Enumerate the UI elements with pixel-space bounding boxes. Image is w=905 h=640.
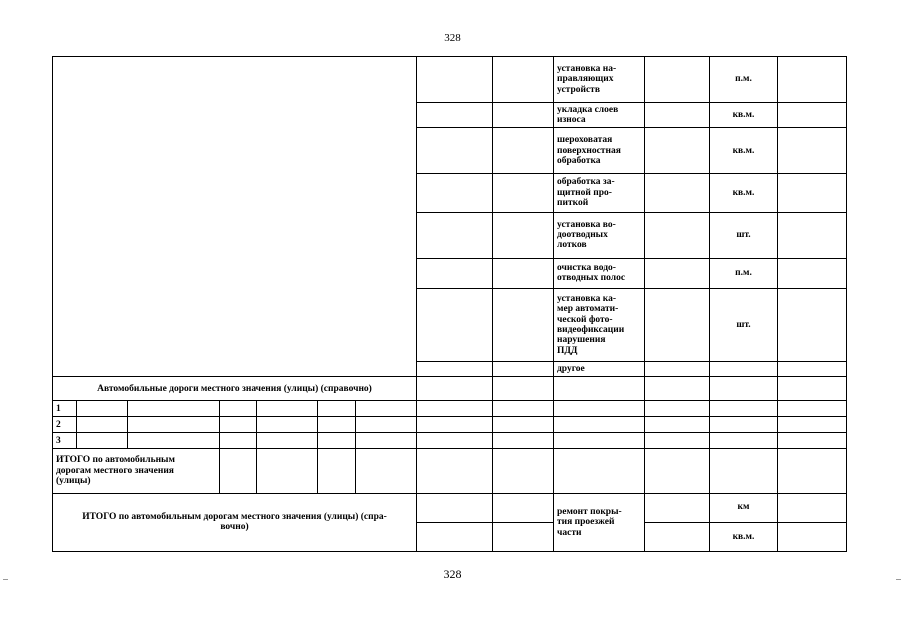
total-unit-km: км	[710, 493, 778, 522]
table-cell	[417, 258, 493, 288]
table-cell	[493, 212, 554, 258]
report-table	[52, 56, 847, 552]
work-item-text: шероховатая поверхностная обработка	[554, 128, 645, 174]
table-cell	[417, 493, 493, 522]
margin-mark	[3, 579, 8, 580]
table-cell	[645, 377, 710, 401]
table-cell	[128, 417, 220, 433]
table-cell	[778, 401, 847, 417]
work-item-unit: кв.м.	[710, 128, 778, 174]
table-cell	[128, 401, 220, 417]
table-cell	[493, 417, 554, 433]
table-cell	[77, 433, 128, 449]
table-cell	[318, 401, 356, 417]
work-item-unit: п.м.	[710, 258, 778, 288]
table-cell	[645, 433, 710, 449]
table-cell	[778, 417, 847, 433]
table-cell	[645, 362, 710, 377]
table-cell	[778, 362, 847, 377]
table-cell	[493, 128, 554, 174]
table-cell	[710, 433, 778, 449]
table-row	[53, 433, 847, 449]
table-cell	[778, 288, 847, 361]
table-cell	[778, 522, 847, 551]
table-cell	[318, 417, 356, 433]
table-cell	[417, 57, 493, 103]
table-cell	[257, 401, 318, 417]
table-cell	[417, 103, 493, 128]
table-cell	[493, 401, 554, 417]
table-cell	[493, 57, 554, 103]
table-cell	[554, 449, 645, 493]
work-item-unit: п.м.	[710, 57, 778, 103]
table-cell	[778, 433, 847, 449]
table-cell	[493, 449, 554, 493]
row-number: 3	[53, 433, 77, 449]
table-cell	[220, 401, 257, 417]
table-cell	[220, 433, 257, 449]
table-cell	[493, 522, 554, 551]
table-cell	[493, 377, 554, 401]
table-cell	[645, 417, 710, 433]
table-cell	[417, 522, 493, 551]
table-cell	[493, 362, 554, 377]
table-cell	[554, 401, 645, 417]
work-item-row	[53, 57, 847, 103]
table-cell	[77, 417, 128, 433]
total-label: ИТОГО по автомобильным дорогам местного значения (улицы) (спра- вочно)	[53, 493, 417, 551]
table-cell	[645, 493, 710, 522]
row-number: 2	[53, 417, 77, 433]
table-cell	[220, 417, 257, 433]
table-cell	[710, 401, 778, 417]
table-cell	[778, 103, 847, 128]
table-cell	[778, 493, 847, 522]
table-cell	[778, 377, 847, 401]
table-cell	[645, 288, 710, 361]
table-cell	[778, 128, 847, 174]
total-unit-sqm: кв.м.	[710, 522, 778, 551]
work-item-unit: шт.	[710, 288, 778, 361]
table-cell	[417, 212, 493, 258]
table-cell	[710, 377, 778, 401]
empty-block	[53, 57, 417, 377]
table-cell	[710, 449, 778, 493]
table-row	[53, 401, 847, 417]
total-row	[53, 493, 847, 522]
total-work-item: ремонт покры- тия проезжей части	[554, 493, 645, 551]
page-number-bottom: 328	[443, 567, 462, 581]
work-item-text: очистка водо- отводных полос	[554, 258, 645, 288]
section-header-row	[53, 377, 847, 401]
work-item-unit: шт.	[710, 212, 778, 258]
table-cell	[257, 433, 318, 449]
table-cell	[778, 174, 847, 212]
table-cell	[257, 449, 318, 493]
table-cell	[417, 433, 493, 449]
table-cell	[554, 433, 645, 449]
table-cell	[356, 417, 417, 433]
work-item-text: установка во- доотводных лотков	[554, 212, 645, 258]
subtotal-label: ИТОГО по автомобильным дорогам местного значения (улицы)	[53, 449, 220, 493]
table-cell	[645, 57, 710, 103]
row-number: 1	[53, 401, 77, 417]
subtotal-row	[53, 449, 847, 493]
table-cell	[493, 258, 554, 288]
table-cell	[356, 433, 417, 449]
work-item-text: обработка за- щитной про- питкой	[554, 174, 645, 212]
table-row	[53, 417, 847, 433]
work-item-text: другое	[554, 362, 645, 377]
table-cell	[645, 128, 710, 174]
work-item-text: укладка слоев износа	[554, 103, 645, 128]
table-cell	[356, 401, 417, 417]
table-cell	[417, 128, 493, 174]
table-cell	[257, 417, 318, 433]
table-cell	[493, 493, 554, 522]
section-title: Автомобильные дороги местного значения (улицы) (справочно)	[53, 377, 417, 401]
table-cell	[710, 417, 778, 433]
table-cell	[554, 417, 645, 433]
table-cell	[493, 103, 554, 128]
work-item-text: установка на- правляющих устройств	[554, 57, 645, 103]
table-cell	[645, 174, 710, 212]
table-cell	[318, 433, 356, 449]
table-cell	[220, 449, 257, 493]
table-cell	[645, 103, 710, 128]
table-cell	[778, 258, 847, 288]
table-cell	[778, 212, 847, 258]
page-number-top: 328	[444, 32, 461, 44]
table-cell	[417, 401, 493, 417]
table-cell	[77, 401, 128, 417]
table-cell	[417, 449, 493, 493]
table-cell	[778, 57, 847, 103]
table-cell	[645, 258, 710, 288]
table-cell	[417, 288, 493, 361]
table-cell	[493, 288, 554, 361]
work-item-unit: кв.м.	[710, 103, 778, 128]
table-cell	[645, 212, 710, 258]
table-cell	[417, 417, 493, 433]
table-cell	[493, 433, 554, 449]
table-cell	[128, 433, 220, 449]
table-cell	[554, 377, 645, 401]
table-cell	[417, 362, 493, 377]
table-cell	[778, 449, 847, 493]
work-item-unit: кв.м.	[710, 174, 778, 212]
work-item-text: установка ка- мер автомати- ческой фото- видеофиксации нарушения ПДД	[554, 288, 645, 361]
table-cell	[417, 174, 493, 212]
table-cell	[645, 449, 710, 493]
work-item-unit	[710, 362, 778, 377]
table-cell	[417, 377, 493, 401]
table-cell	[356, 449, 417, 493]
table-cell	[645, 522, 710, 551]
table-cell	[318, 449, 356, 493]
table-cell	[645, 401, 710, 417]
margin-mark	[896, 579, 901, 580]
table-cell	[493, 174, 554, 212]
